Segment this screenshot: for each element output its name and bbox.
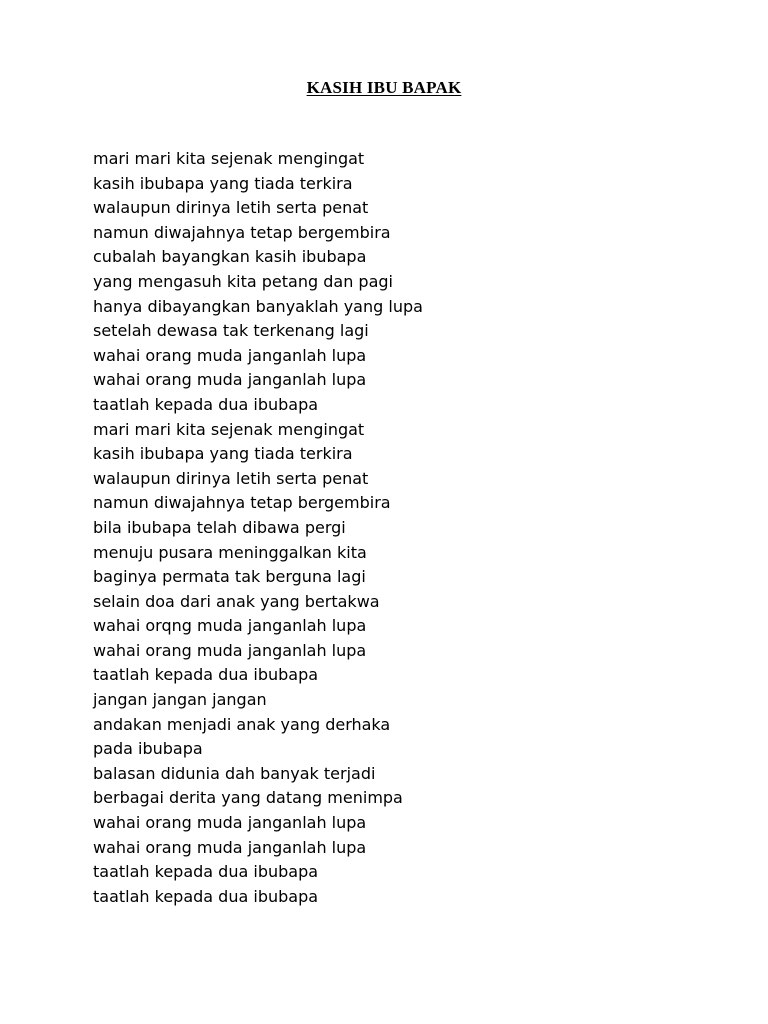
poem-line: selain doa dari anak yang bertakwa xyxy=(93,591,380,611)
poem-line: jangan jangan jangan xyxy=(93,690,267,710)
poem-line: wahai orqng muda janganlah lupa xyxy=(93,616,367,636)
poem-line: cubalah bayangkan kasih ibubapa xyxy=(93,247,367,267)
poem-line: walaupun dirinya letih serta penat xyxy=(93,198,369,218)
document-title: KASIH IBU BAPAK xyxy=(306,78,462,97)
poem-line: taatlah kepada dua ibubapa xyxy=(93,862,319,882)
poem-line: menuju pusara meninggalkan kita xyxy=(93,542,367,562)
poem-line: pada ibubapa xyxy=(93,739,203,759)
poem-line: andakan menjadi anak yang derhaka xyxy=(93,714,391,734)
poem-line: mari mari kita sejenak mengingat xyxy=(93,419,365,439)
poem-line: taatlah kepada dua ibubapa xyxy=(93,886,319,906)
poem-line: wahai orang muda janganlah lupa xyxy=(93,345,367,365)
poem-line: balasan didunia dah banyak terjadi xyxy=(93,763,376,783)
poem-line: hanya dibayangkan banyaklah yang lupa xyxy=(93,296,423,316)
poem-line: mari mari kita sejenak mengingat xyxy=(93,149,365,168)
poem-line: wahai orang muda janganlah lupa xyxy=(93,813,367,833)
poem-line: berbagai derita yang datang menimpa xyxy=(93,788,403,808)
poem-line: kasih ibubapa yang tiada terkira xyxy=(93,444,353,464)
poem-line: taatlah kepada dua ibubapa xyxy=(93,394,319,414)
poem-line: wahai orang muda janganlah lupa xyxy=(93,640,367,660)
poem-line: bila ibubapa telah dibawa pergi xyxy=(93,517,346,537)
poem-line: taatlah kepada dua ibubapa xyxy=(93,665,319,685)
poem-line: walaupun dirinya letih serta penat xyxy=(93,468,369,488)
poem-line: yang mengasuh kita petang dan pagi xyxy=(93,271,393,291)
poem-line: wahai orang muda janganlah lupa xyxy=(93,370,367,390)
poem-line: baginya permata tak berguna lagi xyxy=(93,567,366,587)
poem-line: setelah dewasa tak terkenang lagi xyxy=(93,321,369,341)
poem-line: namun diwajahnya tetap bergembira xyxy=(93,222,391,242)
poem-line: kasih ibubapa yang tiada terkira xyxy=(93,173,353,193)
poem-line: namun diwajahnya tetap bergembira xyxy=(93,493,391,513)
poem-lines xyxy=(93,147,423,909)
poem-line: wahai orang muda janganlah lupa xyxy=(93,837,367,857)
